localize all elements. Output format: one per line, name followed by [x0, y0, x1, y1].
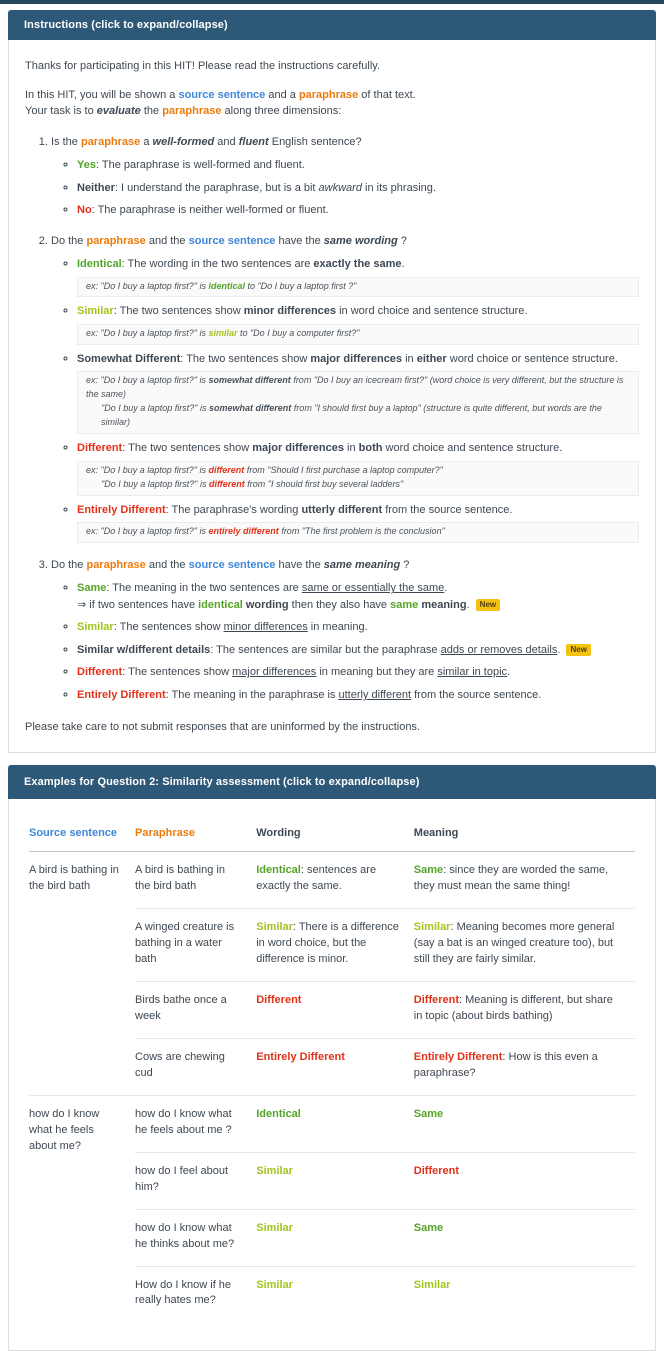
question-prompt	[51, 557, 639, 574]
text-segment: similar	[208, 327, 238, 338]
text-segment: : since they are worded the same, they must mean the same thing!	[413, 864, 609, 893]
example-line	[86, 402, 630, 430]
text-segment: Somewhat Different	[77, 352, 181, 365]
text-segment: Identical	[256, 1107, 301, 1120]
text-segment: entirely different	[208, 526, 279, 536]
paraphrase-cell: Cows are chewing cud	[135, 1039, 256, 1096]
text-segment: Different	[77, 442, 123, 455]
text-segment: : The sentences show	[113, 621, 224, 634]
text-segment: to "Do I buy a laptop first ?"	[244, 280, 357, 291]
option-text	[77, 351, 639, 368]
text-segment: Entirely Different	[256, 1051, 345, 1063]
example-line	[86, 478, 630, 492]
text-segment: from "Should I first purchase a laptop computer?"	[244, 464, 443, 475]
option-text-line2	[77, 597, 639, 614]
text-segment: Entirely Different	[77, 503, 166, 516]
option-text	[77, 502, 639, 519]
text-segment: similar in topic	[437, 666, 508, 679]
text-segment: of that text.	[358, 88, 416, 101]
text-segment: Same	[77, 582, 107, 595]
care-note: Please take care to not submit responses that are uninformed by the instructions.	[25, 721, 420, 734]
text-segment: somewhat different	[208, 375, 291, 386]
column-header-wording: Wording	[256, 819, 414, 852]
text-segment: paraphrase	[298, 88, 359, 101]
text-segment: Do the	[51, 558, 87, 571]
text-segment: Similar	[256, 1164, 293, 1177]
text-segment: well-formed	[152, 135, 215, 148]
text-segment: : The paraphrase is neither well-formed or fluent.	[91, 204, 329, 216]
wording-cell	[256, 852, 414, 909]
text-segment: either	[416, 352, 447, 365]
text-segment: in meaning.	[307, 621, 368, 634]
text-segment: the	[140, 105, 163, 117]
text-segment: : The sentences show	[122, 666, 233, 679]
text-segment: : The paraphrase is well-formed and fluent.	[95, 159, 305, 171]
top-bar	[0, 0, 664, 4]
column-header-meaning: Meaning	[414, 819, 635, 852]
option-text	[77, 687, 639, 704]
text-segment: : Meaning becomes more general (say a bat is an winged creature too), but still they are fairly similar.	[413, 921, 615, 966]
text-segment: same	[390, 598, 419, 611]
text-segment: adds or removes details	[440, 643, 558, 656]
table-header-row	[29, 819, 635, 852]
text-segment: minor differences	[223, 621, 308, 634]
meaning-cell	[414, 982, 635, 1039]
text-segment: ⇒ if two sentences have	[77, 598, 199, 611]
option-item	[77, 664, 639, 681]
text-segment: in word choice and sentence structure.	[336, 305, 528, 318]
text-segment: major differences	[310, 352, 403, 365]
example-line	[86, 327, 630, 341]
example-box	[77, 461, 639, 496]
option-item	[77, 256, 639, 297]
text-segment: to "Do I buy a computer first?"	[237, 327, 360, 338]
task-overview-line1	[25, 87, 639, 104]
text-segment: from "The first problem is the conclusion"	[278, 526, 445, 536]
text-segment: in its phrasing.	[361, 181, 436, 194]
examples-header-bar[interactable]: Examples for Question 2: Similarity assessment (click to expand/collapse)	[8, 765, 656, 799]
text-segment: meaning	[421, 598, 467, 611]
text-segment: ex: "Do I buy a laptop first?" is	[86, 327, 209, 338]
source-sentence-cell: A bird is bathing in the bird bath	[29, 864, 119, 893]
text-segment: Identical	[77, 258, 122, 270]
text-segment: Is the	[51, 135, 81, 148]
question-item	[51, 233, 639, 543]
wording-cell	[256, 1039, 414, 1096]
text-segment: from the source sentence.	[411, 688, 542, 701]
text-segment: a	[140, 135, 153, 148]
text-segment: : The two sentences show	[122, 442, 253, 455]
text-segment: "Do I buy a laptop first?" is	[101, 478, 209, 489]
examples-table	[29, 819, 635, 1322]
text-segment: paraphrase	[162, 105, 222, 117]
text-segment: evaluate	[96, 105, 141, 117]
wording-cell	[256, 982, 414, 1039]
option-item	[77, 157, 639, 174]
text-segment: from "Do I buy an icecream first?" (word choice is very different, but the structure is the same)	[86, 375, 624, 400]
text-segment: Similar	[77, 621, 114, 634]
meaning-cell	[414, 852, 635, 909]
new-badge: New	[476, 599, 500, 611]
paraphrase-cell: How do I know if he really hates me?	[135, 1266, 256, 1322]
text-segment: different	[208, 464, 245, 475]
text-segment: No	[77, 204, 92, 216]
option-text	[77, 303, 639, 320]
example-line	[86, 464, 630, 478]
text-segment: source sentence	[178, 88, 266, 101]
text-segment: ?	[400, 558, 410, 571]
text-segment: .	[557, 643, 564, 656]
table-row	[29, 1095, 635, 1152]
instructions-body	[8, 40, 656, 753]
text-segment: different	[208, 478, 245, 489]
examples-body	[8, 799, 656, 1351]
text-segment: and the	[145, 234, 189, 247]
text-segment: from the source sentence.	[382, 503, 513, 516]
text-segment: Do the	[51, 234, 87, 247]
option-item	[77, 642, 639, 659]
text-segment: source sentence	[188, 234, 276, 247]
option-item	[77, 580, 639, 613]
meaning-cell	[414, 1095, 635, 1152]
text-segment: paraphrase	[86, 558, 146, 571]
text-segment: same or essentially the same	[301, 582, 445, 595]
text-segment: same wording	[323, 234, 398, 247]
option-text	[77, 580, 639, 597]
text-segment: identical	[208, 280, 245, 291]
text-segment: Identical	[256, 864, 301, 877]
option-text	[77, 440, 639, 457]
text-segment: somewhat different	[208, 403, 292, 414]
paraphrase-cell: how do I know what he thinks about me?	[135, 1209, 256, 1266]
text-segment: fluent	[238, 135, 269, 148]
text-segment: Same	[413, 1107, 444, 1120]
text-segment: Different	[256, 994, 302, 1007]
text-segment: then they also have	[288, 598, 391, 611]
text-segment: : The meaning in the two sentences are	[106, 582, 302, 595]
text-segment: .	[401, 258, 405, 270]
paraphrase-cell: how do I feel about him?	[135, 1152, 256, 1209]
instructions-panel	[8, 10, 656, 753]
text-segment: : The sentences are similar but the paraphrase	[210, 643, 441, 656]
paraphrase-cell: A bird is bathing in the bird bath	[135, 864, 225, 893]
option-text	[77, 256, 639, 273]
example-box	[77, 277, 639, 298]
text-segment: Neither	[77, 181, 115, 194]
text-segment: : The paraphrase's wording	[165, 503, 302, 516]
text-segment: along three dimensions:	[221, 105, 342, 117]
question-prompt	[51, 233, 639, 250]
option-item	[77, 440, 639, 495]
option-text	[77, 157, 639, 174]
text-segment: have the	[275, 558, 324, 571]
text-segment: major differences	[232, 666, 317, 679]
question-item	[51, 134, 639, 219]
meaning-cell	[414, 1039, 635, 1096]
text-segment: .	[466, 598, 473, 611]
text-segment: exactly the same	[313, 258, 402, 270]
text-segment: have the	[275, 234, 324, 247]
text-segment: Similar w/different details	[77, 643, 211, 656]
text-segment: source sentence	[188, 558, 276, 571]
paraphrase-cell: A winged creature is bathing in a water bath	[135, 909, 256, 982]
option-item	[77, 687, 639, 704]
option-item	[77, 619, 639, 636]
text-segment: identical	[198, 598, 243, 611]
text-segment: Same	[413, 1221, 444, 1234]
text-segment: minor differences	[243, 305, 337, 318]
text-segment: paraphrase	[80, 135, 141, 148]
text-segment: and	[214, 135, 239, 148]
option-text	[77, 619, 639, 636]
text-segment: Similar	[77, 305, 114, 318]
text-segment: in	[402, 352, 417, 365]
text-segment: .	[444, 582, 448, 595]
wording-cell	[256, 1209, 414, 1266]
column-header-source: Source sentence	[29, 819, 135, 852]
text-segment: and a	[265, 88, 299, 101]
text-segment: Same	[413, 864, 444, 877]
text-segment: : sentences are exactly the same.	[256, 864, 377, 893]
column-header-paraphrase: Paraphrase	[135, 819, 256, 852]
text-segment: Similar	[256, 1221, 293, 1234]
meaning-cell	[414, 1209, 635, 1266]
text-segment: from "I should first buy a laptop" (structure is quite different, but words are the similar)	[101, 403, 602, 428]
option-item	[77, 502, 639, 543]
example-line	[86, 374, 630, 402]
wording-cell	[256, 1266, 414, 1322]
text-segment: ?	[397, 234, 407, 247]
option-item	[77, 202, 639, 219]
task-overview	[25, 87, 639, 120]
text-segment: word choice and sentence structure.	[382, 442, 563, 455]
wording-cell	[256, 1095, 414, 1152]
text-segment: Entirely Different	[413, 1051, 503, 1063]
text-segment: utterly different	[301, 503, 383, 516]
option-text	[77, 642, 639, 659]
text-segment: Similar	[256, 1278, 293, 1291]
text-segment: : Meaning is different, but share in topic (about birds bathing)	[413, 994, 613, 1023]
text-segment: Different	[413, 994, 460, 1007]
wording-cell	[256, 909, 414, 982]
option-item	[77, 180, 639, 197]
paraphrase-cell: Birds bathe once a week	[135, 982, 256, 1039]
option-text	[77, 202, 639, 219]
text-segment: .	[507, 666, 511, 679]
example-line	[86, 280, 630, 294]
example-box	[77, 522, 639, 543]
text-segment: and the	[145, 558, 189, 571]
text-segment: ex: "Do I buy a laptop first?" is	[86, 375, 209, 386]
option-item	[77, 351, 639, 434]
example-box	[77, 371, 639, 434]
text-segment: : The wording in the two sentences are	[121, 258, 314, 270]
example-line	[86, 525, 630, 539]
text-segment: : The two sentences show	[113, 305, 244, 318]
text-segment: : How is this even a paraphrase?	[413, 1051, 598, 1079]
question-item	[51, 557, 639, 704]
option-text	[77, 180, 639, 197]
text-segment: ex: "Do I buy a laptop first?" is	[86, 526, 209, 536]
text-segment: from "I should first buy several ladders"	[244, 478, 404, 489]
questions-list	[25, 134, 639, 704]
paraphrase-cell: how do I know what he feels about me ?	[135, 1095, 256, 1152]
text-segment: Similar	[413, 1278, 451, 1291]
task-overview-line2	[25, 103, 639, 120]
text-segment: : The meaning in the paraphrase is	[165, 688, 339, 701]
text-segment: both	[358, 442, 383, 455]
text-segment: : There is a difference in word choice, but the difference is minor.	[256, 921, 399, 966]
text-segment: major differences	[252, 442, 344, 455]
instructions-header-bar[interactable]: Instructions (click to expand/collapse)	[8, 10, 656, 40]
text-segment: Different	[77, 666, 123, 679]
text-segment: : I understand the paraphrase, but is a bit	[114, 181, 319, 194]
examples-panel	[8, 765, 656, 1351]
text-segment: Entirely Different	[77, 688, 166, 701]
text-segment: word choice or sentence structure.	[446, 352, 618, 365]
example-box	[77, 324, 639, 345]
text-segment: Your task is to	[25, 105, 97, 117]
text-segment: ex: "Do I buy a laptop first?" is	[86, 280, 209, 291]
text-segment: same meaning	[323, 558, 401, 571]
meaning-cell	[414, 909, 635, 982]
text-segment: awkward	[318, 181, 362, 194]
table-row	[29, 852, 635, 909]
text-segment: Yes	[77, 159, 96, 171]
text-segment: wording	[245, 598, 289, 611]
intro-text: Thanks for participating in this HIT! Please read the instructions carefully.	[25, 60, 381, 72]
text-segment: English sentence?	[268, 135, 362, 148]
question-prompt	[51, 134, 639, 151]
text-segment: ex: "Do I buy a laptop first?" is	[86, 464, 209, 475]
new-badge: New	[566, 644, 590, 656]
text-segment: paraphrase	[86, 234, 146, 247]
text-segment: "Do I buy a laptop first?" is	[101, 403, 209, 414]
text-segment: Similar	[413, 921, 451, 934]
text-segment: in meaning but they are	[316, 666, 438, 679]
text-segment: Different	[413, 1164, 460, 1177]
text-segment: : The two sentences show	[180, 352, 311, 365]
text-segment: Similar	[256, 921, 293, 934]
text-segment: In this HIT, you will be shown a	[25, 88, 179, 101]
text-segment: in	[343, 442, 359, 455]
meaning-cell	[414, 1266, 635, 1322]
option-text	[77, 664, 639, 681]
source-sentence-cell: how do I know what he feels about me?	[29, 1095, 135, 1322]
option-item	[77, 303, 639, 344]
text-segment: utterly different	[338, 688, 412, 701]
